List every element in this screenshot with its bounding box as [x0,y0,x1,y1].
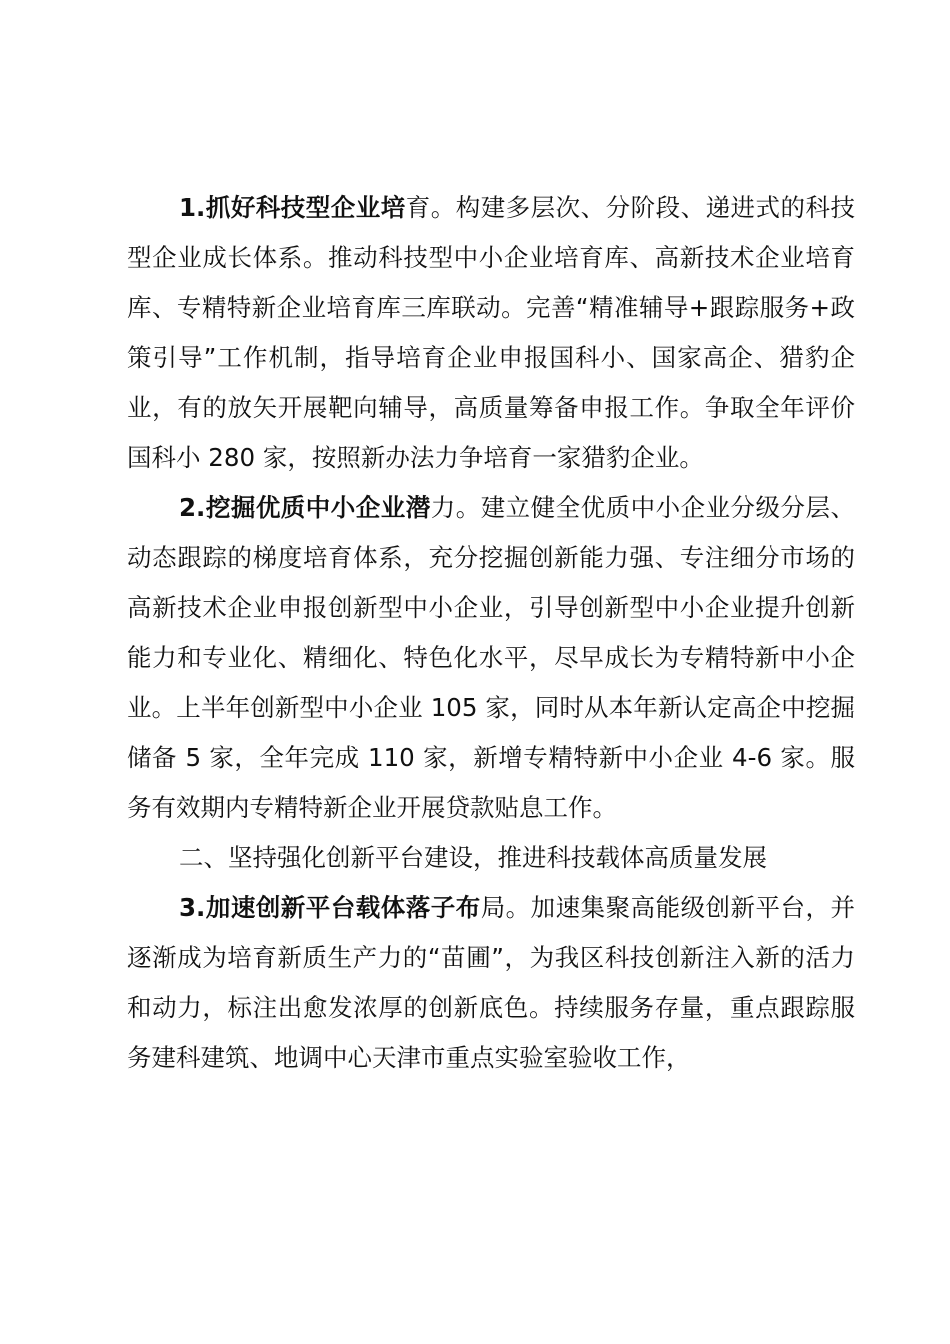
paragraph-3 [127,883,855,1083]
paragraph-2 [127,483,855,833]
paragraph-3-text: 局。加速集聚高能级创新平台，并逐渐成为培育新质生产力的“苗圃”，为我区科技创新注入新的活力和动力，标注出愈发浓厚的创新底色。持续服务存量，重点跟踪服务建科建筑、地调中心天津市重点实验室验收工作， [127,893,855,1072]
paragraph-3-heading: 3.加速创新平台载体落子布 [179,893,481,922]
section-heading [127,833,855,883]
paragraph-2-text: 力。建立健全优质中小企业分级分层、动态跟踪的梯度培育体系，充分挖掘创新能力强、专注细分市场的高新技术企业申报创新型中小企业，引导创新型中小企业提升创新能力和专业化、精细化、特色化水平，尽早成长为专精特新中小企业。上半年创新型中小企业 105 家，同时从本年新认定高企中挖掘储备 5 家，全年完成 110 家，新增专精特新中小企业 4-6 家。服务有效期内专精特新企业开展贷款贴息工作。 [127,493,855,822]
paragraph-2-heading: 2.挖掘优质中小企业潜 [179,493,431,522]
section-heading-text: 二、坚持强化创新平台建设，推进科技载体高质量发展 [179,843,767,872]
paragraph-1-text: 育。构建多层次、分阶段、递进式的科技型企业成长体系。推动科技型中小企业培育库、高新技术企业培育库、专精特新企业培育库三库联动。完善“精准辅导+跟踪服务+政策引导”工作机制，指导培育企业申报国科小、国家高企、猎豹企业，有的放矢开展靶向辅导，高质量筹备申报工作。争取全年评价国科小 280 家，按照新办法力争培育一家猎豹企业。 [127,193,855,472]
document-body [127,183,855,1083]
paragraph-1-heading: 1.抓好科技型企业培 [179,193,406,222]
paragraph-1 [127,183,855,483]
